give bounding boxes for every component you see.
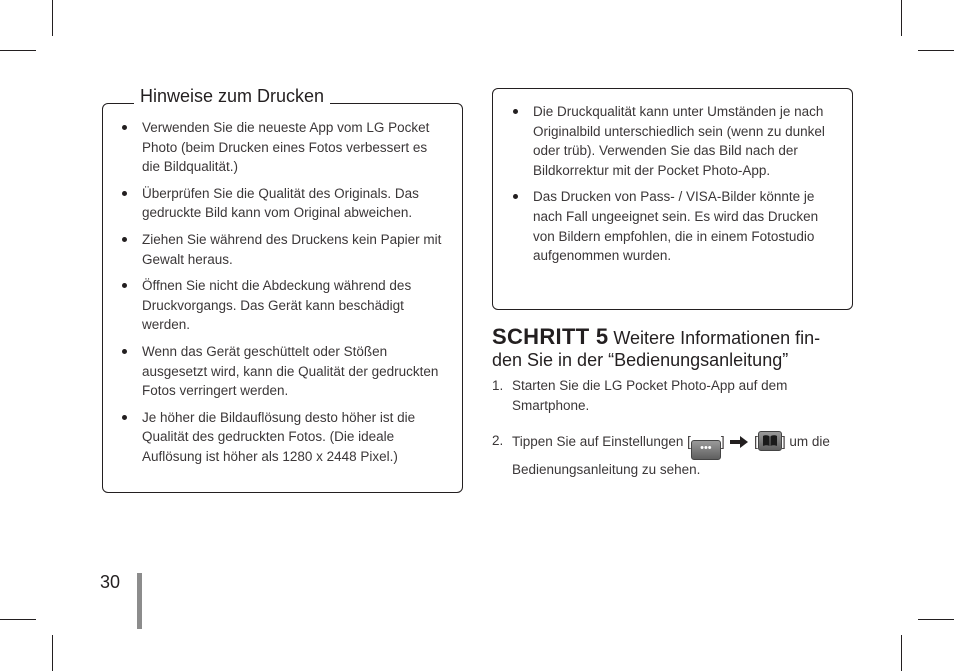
step-text: Starten Sie die LG Pocket Photo-App auf dem Smartphone. — [512, 378, 788, 413]
page-bar-decoration — [137, 573, 142, 629]
step-list — [492, 376, 852, 496]
crop-mark — [918, 50, 954, 51]
step-heading — [492, 326, 842, 371]
printing-notes-list — [120, 118, 442, 474]
page-number: 30 — [100, 572, 121, 592]
crop-mark — [0, 619, 36, 620]
step-text-mid: ] — [720, 434, 729, 450]
step-number: 2. — [492, 433, 504, 449]
crop-mark — [901, 0, 902, 36]
settings-menu-icon: ••• — [691, 440, 721, 460]
step-label: SCHRITT 5 — [492, 324, 609, 349]
list-item: Öffnen Sie nicht die Abdeckung während des Druckvorgangs. Das Gerät kann beschädigt werden. — [120, 276, 442, 335]
printing-notes-title: Hinweise zum Drucken — [134, 84, 330, 108]
crop-mark — [901, 635, 902, 671]
list-item: Verwenden Sie die neueste App vom LG Pocket Photo (beim Drucken eines Fotos verbessert es die Bildqualität.) — [120, 118, 442, 177]
step-text-after: ] um die Bedienungsanleitung zu sehen. — [512, 434, 830, 478]
list-item: Das Drucken von Pass- / VISA-Bilder könnte je nach Fall ungeeignet sein. Es wird das Drucken von Bildern empfohlen, die in einem Fotostudio aufgenommen wurden. — [511, 187, 833, 265]
step-title: Weitere Informationen fin-den Sie in der “Bedienungsanleitung” — [492, 328, 821, 370]
list-item: Überprüfen Sie die Qualität des Originals. Das gedruckte Bild kann vom Original abweichen. — [120, 184, 442, 223]
list-item: Die Druckqualität kann unter Umständen je nach Originalbild unterschiedlich sein (wenn zu dunkel oder trüb). Verwenden Sie das Bild nach der Bildkorrektur mit der Pocket Photo-App. — [511, 102, 833, 180]
crop-mark — [0, 50, 36, 51]
crop-mark — [52, 0, 53, 36]
list-item — [492, 376, 852, 415]
crop-mark — [918, 619, 954, 620]
right-arrow-icon — [730, 436, 748, 448]
list-item — [492, 431, 852, 480]
step-text-before: Tippen Sie auf Einstellungen [ — [512, 434, 691, 450]
additional-notes-list — [511, 102, 833, 273]
step-text-mid2: [ — [750, 434, 758, 450]
list-item: Wenn das Gerät geschüttelt oder Stößen ausgesetzt wird, kann die Qualität der gedruckten Fotos verringert werden. — [120, 342, 442, 401]
crop-mark — [52, 635, 53, 671]
list-item: Je höher die Bildauflösung desto höher ist die Qualität des gedruckten Fotos. (Die ideale Auflösung ist höher als 1280 x 2448 Pixel.) — [120, 408, 442, 467]
list-item: Ziehen Sie während des Druckens kein Papier mit Gewalt heraus. — [120, 230, 442, 269]
book-icon — [758, 431, 782, 451]
step-number: 1. — [492, 378, 504, 393]
